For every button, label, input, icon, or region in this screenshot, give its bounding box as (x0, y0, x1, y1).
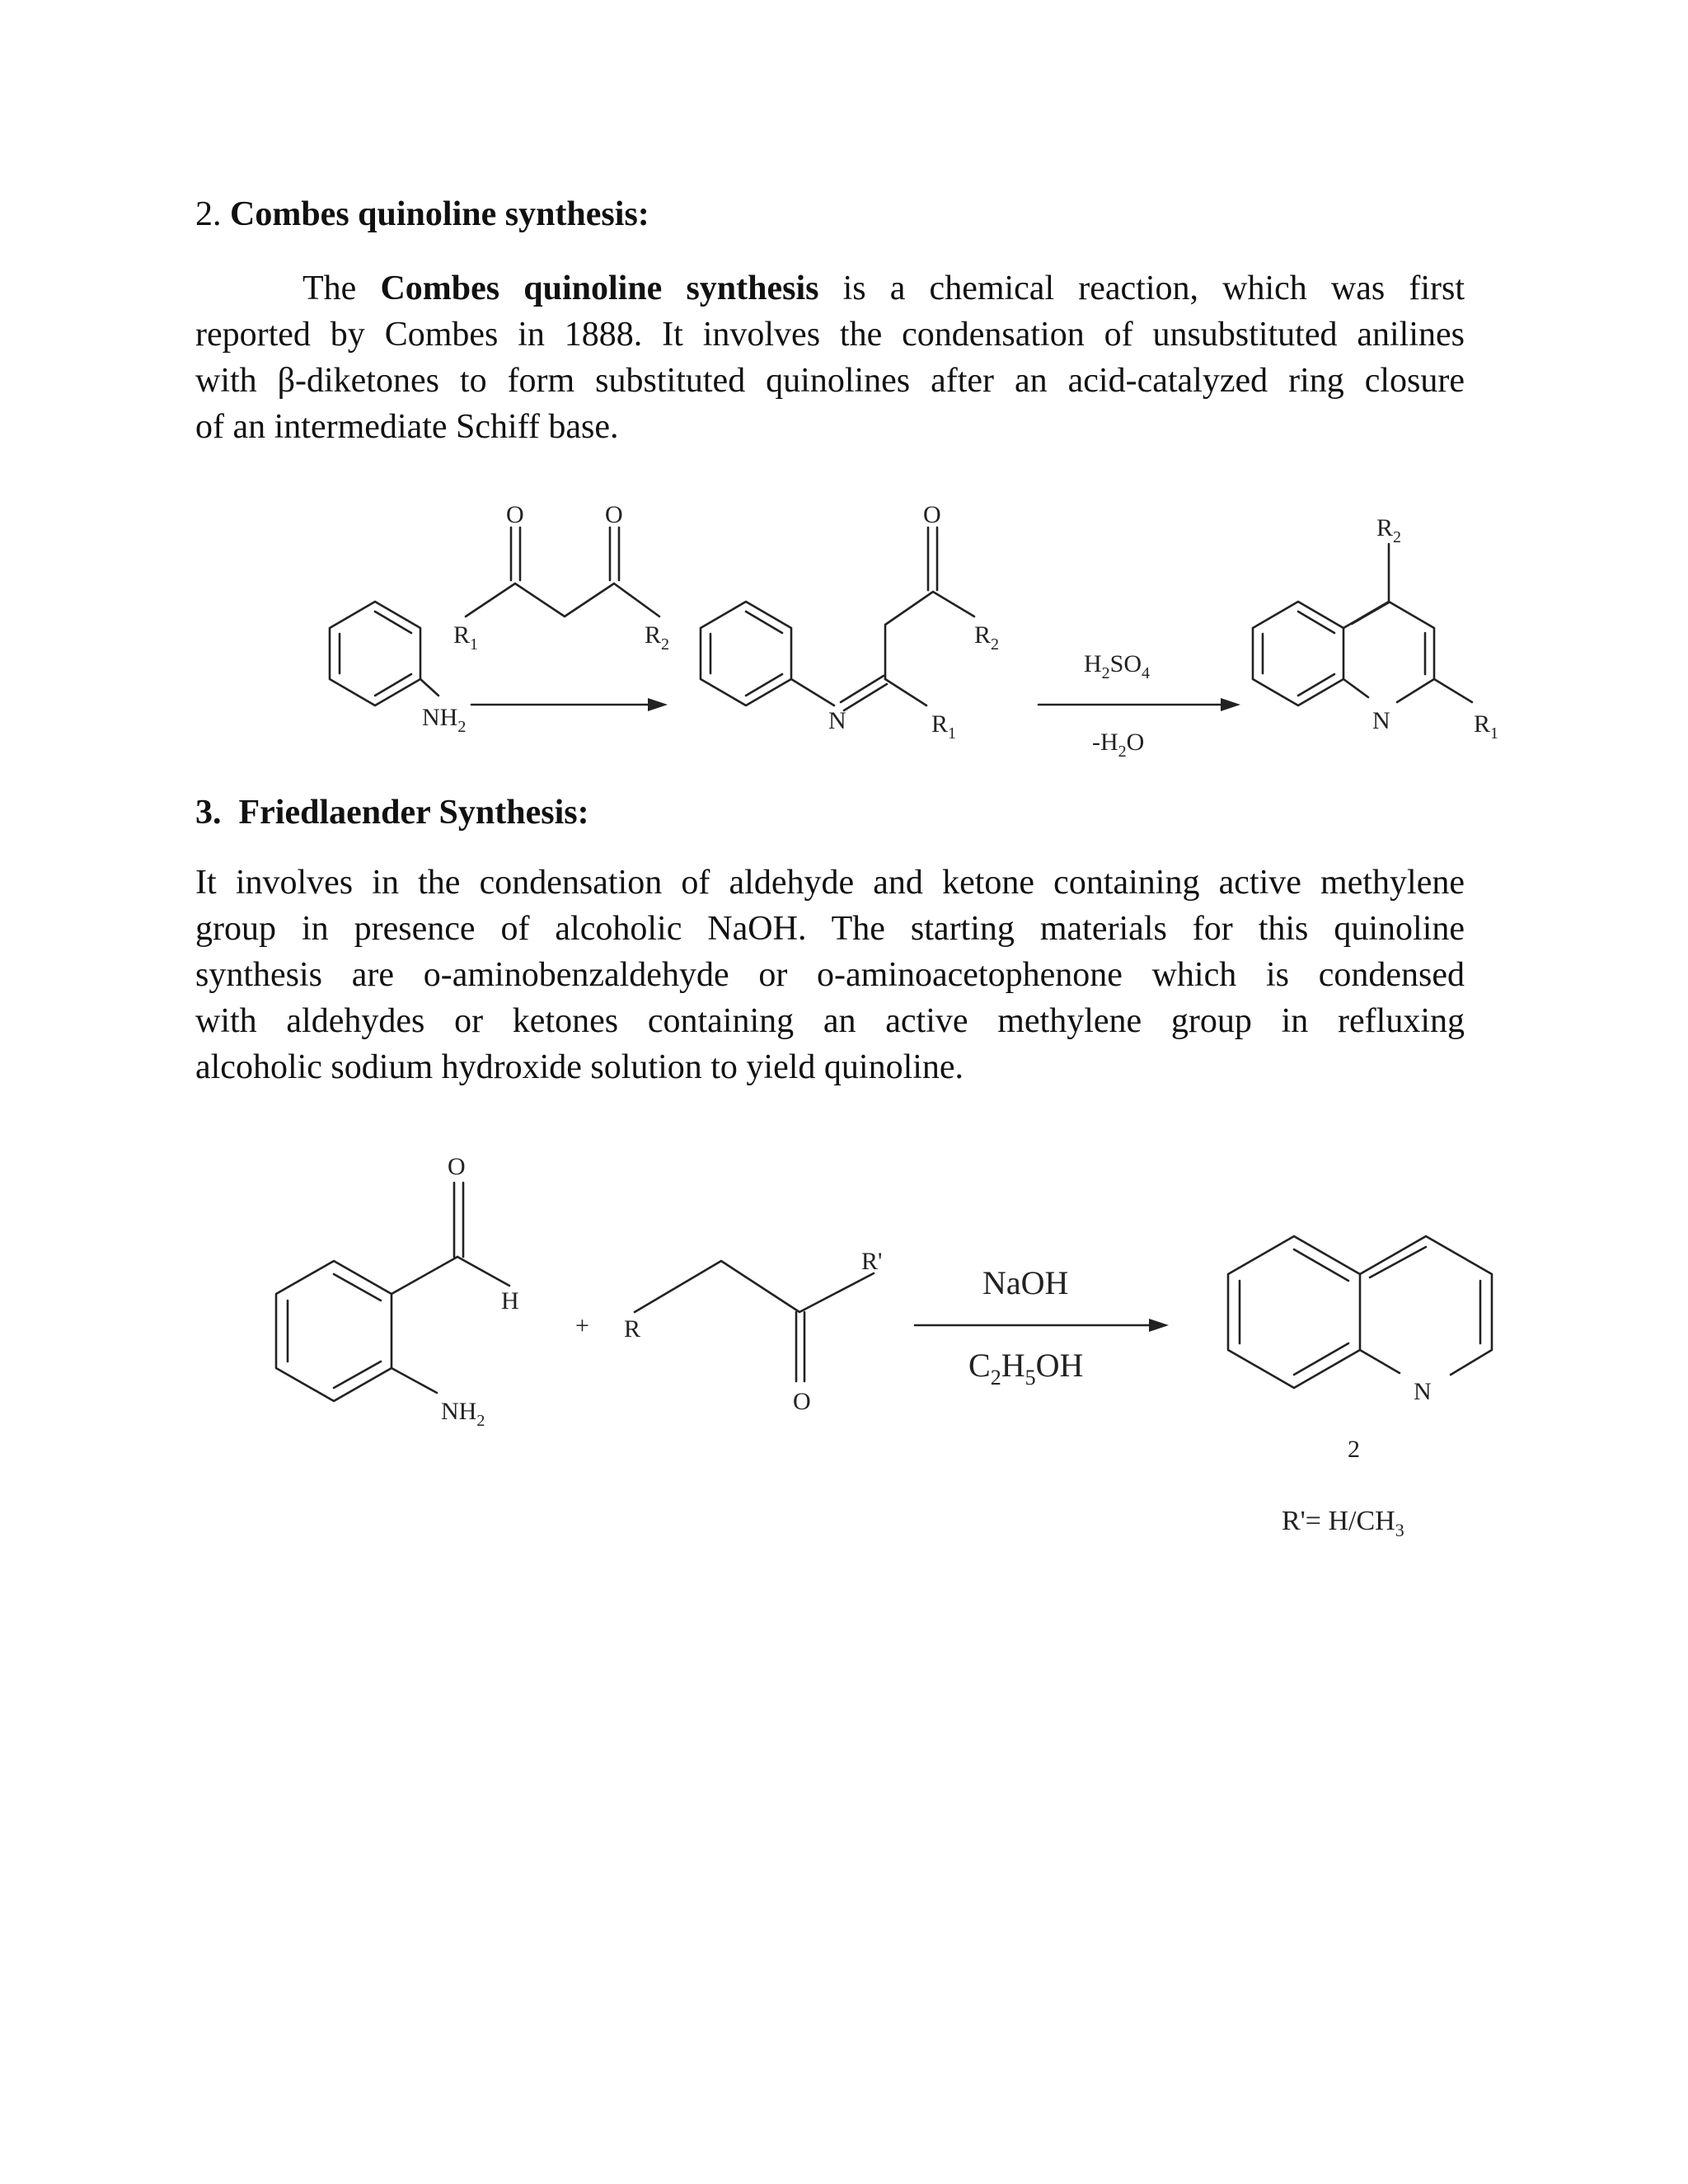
section-2-paragraph (195, 265, 1465, 450)
paragraph-line: synthesis are o-aminobenzaldehyde or o-aminoacetophenone which is condensed (195, 956, 1465, 994)
amine-label: $NH_2$ (422, 704, 467, 736)
paragraph-line: with aldehydes or ketones containing an active methylene group in refluxing (195, 1002, 1465, 1040)
oxygen-label: O (793, 1388, 811, 1415)
plus-sign: + (575, 1312, 589, 1339)
r1-label: $R_1$ (1474, 710, 1499, 743)
r-prime-label: R' (861, 1248, 883, 1275)
condition-label: $-H_2O$ (1092, 729, 1145, 761)
r1-label: $R_1$ (453, 621, 479, 654)
quinoline-product-structure (1253, 514, 1498, 743)
bold-term: Combes quinoline synthesis (380, 269, 819, 307)
section-3-paragraph (195, 860, 1465, 1090)
section-3-heading (195, 793, 589, 832)
reaction-arrow (915, 1264, 1169, 1390)
oxygen-label: O (448, 1153, 466, 1180)
r2-label: $R_2$ (974, 621, 1000, 654)
quinoline-product-structure (1228, 1236, 1492, 1463)
nitrogen-label: N (1414, 1378, 1432, 1405)
section-3-number: 3. (195, 794, 222, 832)
oxygen-label: O (605, 501, 623, 528)
paragraph-line: reported by Combes in 1888. It involves the condensation of unsubstituted anilines (195, 316, 1465, 354)
paragraph-line: group in presence of alcoholic NaOH. The starting materials for this quinoline (195, 910, 1465, 948)
paragraph-line: alcoholic sodium hydroxide solution to yield quinoline. (195, 1048, 964, 1086)
paragraph-line: of an intermediate Schiff base. (195, 408, 619, 446)
r-label: R (624, 1315, 641, 1343)
r1-label: $R_1$ (931, 710, 957, 743)
reagent-label: NaOH (982, 1264, 1069, 1301)
section-2-heading (195, 194, 649, 234)
reagent-label: $H_2SO_4$ (1084, 650, 1151, 682)
section-3-title: Friedlaender Synthesis: (238, 794, 589, 832)
combes-reaction-scheme (280, 494, 1533, 791)
section-2-number: 2. (195, 195, 222, 233)
r2-label: $R_2$ (1376, 514, 1402, 546)
reaction-arrow (471, 698, 668, 711)
schiff-base-structure (701, 501, 999, 743)
aminobenzaldehyde-structure (276, 1153, 519, 1430)
paragraph-line: with β-diketones to form substituted quinolines after an acid-catalyzed ring closure (195, 362, 1465, 400)
friedlaender-reaction-scheme (206, 1129, 1525, 1558)
oxygen-label: O (923, 501, 941, 528)
compound-number: 2 (1348, 1436, 1360, 1463)
aniline-structure (330, 602, 466, 736)
substituent-note: $R'= H/CH_3$ (1282, 1506, 1404, 1540)
section-2-title: Combes quinoline synthesis: (230, 195, 649, 233)
ketone-structure (624, 1248, 882, 1415)
oxygen-label: O (506, 501, 524, 528)
diketone-structure (453, 501, 669, 654)
paragraph-line: The Combes quinoline synthesis is a chemical reaction, which was first (302, 269, 1465, 307)
hydrogen-label: H (501, 1287, 519, 1315)
nitrogen-label: N (828, 707, 846, 734)
nitrogen-label: N (1372, 707, 1390, 734)
reaction-arrow (1039, 650, 1240, 761)
amine-label: $NH_2$ (441, 1398, 485, 1430)
solvent-label: $C_2H_5OH$ (968, 1347, 1084, 1390)
r2-label: $R_2$ (645, 621, 670, 654)
paragraph-line: It involves in the condensation of aldehyde and ketone containing active methylene (195, 864, 1465, 902)
